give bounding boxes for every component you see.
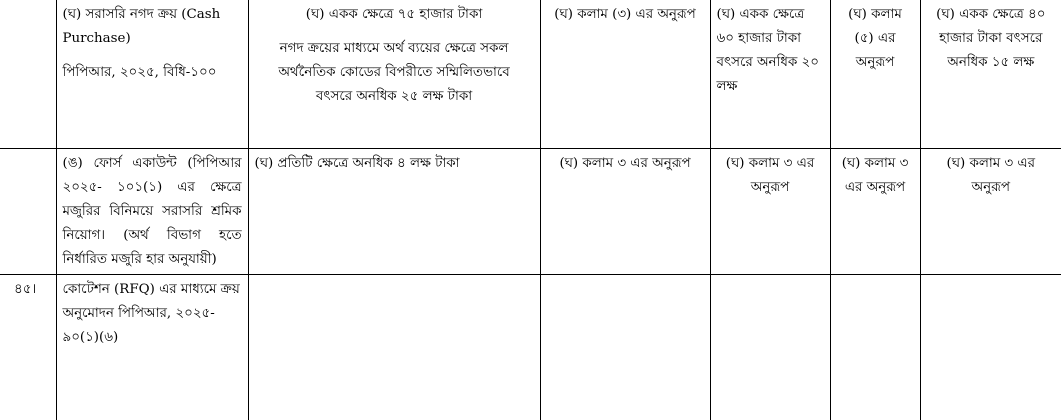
item-cell: কোটেশন (RFQ) এর মাধ্যমে ক্রয় অনুমোদন পিপিআর, ২০২৫- ৯০(১)(৬) <box>56 274 248 420</box>
limit-cell-col3: (ঘ) প্রতিটি ক্ষেত্রে অনধিক ৪ লক্ষ টাকা <box>248 148 540 274</box>
limit-cell-col3 <box>248 0 540 148</box>
limit-cell-col5: (ঘ) কলাম ৩ এর অনুরূপ <box>710 148 830 274</box>
item-title: (ঘ) সরাসরি নগদ ক্রয় (Cash Purchase) <box>62 7 221 46</box>
serial-cell <box>0 0 56 148</box>
item-cell: (ঙ) ফোর্স একাউন্ট (পিপিআর ২০২৫- ১০১(১) এর ক্ষেত্রে মজুরির বিনিময়ে সরাসরি শ্রমিক নিয়োগ। (অর্থ বিভাগ হতে নির্ধারিত মজুরি হার অনুযায়ী) <box>56 148 248 274</box>
limit-note: নগদ ক্রয়ের মাধ্যমে অর্থ ব্যয়ের ক্ষেত্রে সকল অর্থনৈতিক কোডের বিপরীতে সম্মিলিতভাবে বৎসরে অনধিক ২৫ লক্ষ টাকা <box>278 41 510 104</box>
limit-cell-col3 <box>248 274 540 420</box>
limit-cell-col5: (ঘ) একক ক্ষেত্রে ৬০ হাজার টাকা বৎসরে অনধিক ২০ লক্ষ <box>710 0 830 148</box>
limit-cell-col6 <box>830 274 920 420</box>
limit-cell-col4: (ঘ) কলাম (৩) এর অনুরূপ <box>540 0 710 148</box>
table-row <box>0 0 1061 148</box>
limit-cell-col6: (ঘ) কলাম (৫) এর অনুরূপ <box>830 0 920 148</box>
limit-cell-col6: (ঘ) কলাম ৩ এর অনুরূপ <box>830 148 920 274</box>
limit-cell-col7 <box>920 274 1061 420</box>
limit-line: (ঘ) একক ক্ষেত্রে ৭৫ হাজার টাকা <box>305 7 483 22</box>
serial-cell <box>0 148 56 274</box>
serial-cell: ৪৫। <box>0 274 56 420</box>
limit-cell-col5 <box>710 274 830 420</box>
item-rule: পিপিআর, ২০২৫, বিধি-১০০ <box>62 65 217 80</box>
limit-cell-col7: (ঘ) কলাম ৩ এর অনুরূপ <box>920 148 1061 274</box>
table-row <box>0 148 1061 274</box>
item-cell <box>56 0 248 148</box>
table-row <box>0 274 1061 420</box>
limit-cell-col7: (ঘ) একক ক্ষেত্রে ৪০ হাজার টাকা বৎসরে অনধিক ১৫ লক্ষ <box>920 0 1061 148</box>
limit-cell-col4: (ঘ) কলাম ৩ এর অনুরূপ <box>540 148 710 274</box>
limit-cell-col4 <box>540 274 710 420</box>
